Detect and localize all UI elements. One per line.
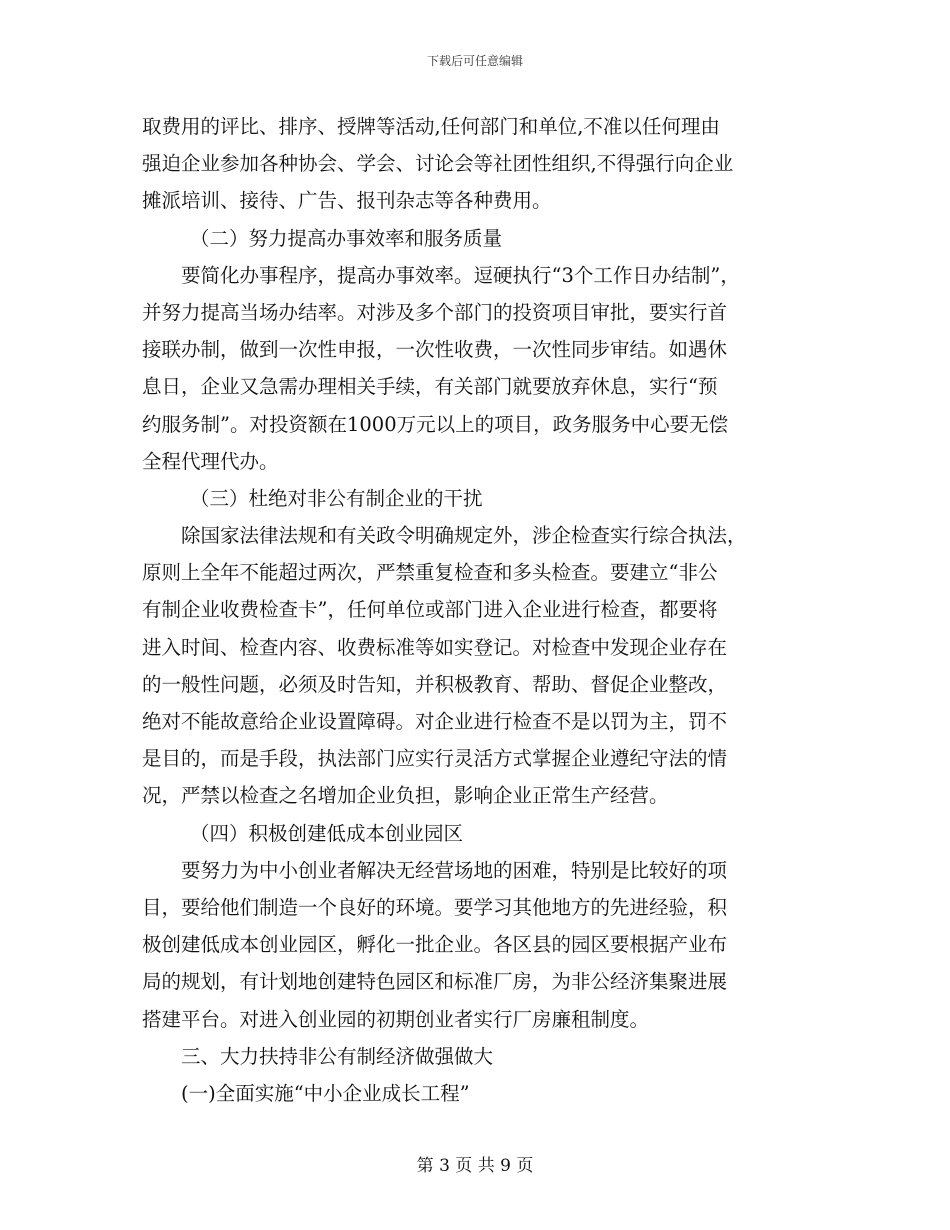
section-heading: （四）积极创建低成本创业园区 bbox=[190, 821, 464, 845]
body-line: 并努力提高当场办结率。对涉及多个部门的投资项目审批，要实行首 bbox=[142, 300, 728, 324]
body-line: 强迫企业参加各种协会、学会、讨论会等社团性组织,不得强行向企业 bbox=[142, 152, 734, 176]
body-line: 目，要给他们制造一个良好的环境。要学习其他地方的先进经验，积 bbox=[142, 895, 728, 919]
body-line: 接联办制，做到一次性申报，一次性收费，一次性同步审结。如遇休 bbox=[142, 338, 728, 362]
body-line: 要努力为中小创业者解决无经营场地的困难，特别是比较好的项 bbox=[181, 858, 728, 882]
body-line: 况，严禁以检查之名增加企业负担，影响企业正常生产经营。 bbox=[142, 784, 669, 808]
section-heading: （二）努力提高办事效率和服务质量 bbox=[190, 226, 503, 250]
body-line: 进入时间、检查内容、收费标准等如实登记。对检查中发现企业存在 bbox=[142, 635, 728, 659]
body-line: 要简化办事程序，提高办事效率。逗硬执行“3个工作日办结制”， bbox=[181, 263, 740, 287]
document-body bbox=[142, 108, 814, 1112]
body-line: 除国家法律法规和有关政令明确规定外，涉企检查实行综合执法， bbox=[181, 524, 747, 548]
section-heading: (一)全面实施“中小企业成长工程” bbox=[181, 1081, 470, 1105]
section-heading: 三、大力扶持非公有制经济做强做大 bbox=[181, 1044, 494, 1068]
body-line: 约服务制”。对投资额在1000万元以上的项目，政务服务中心要无偿 bbox=[142, 412, 729, 436]
body-line: 摊派培训、接待、广告、报刊杂志等各种费用。 bbox=[142, 189, 552, 213]
body-line: 是目的，而是手段，执法部门应实行灵活方式掌握企业遵纪守法的情 bbox=[142, 747, 728, 771]
body-line: 取费用的评比、排序、授牌等活动,任何部门和单位,不准以任何理由 bbox=[142, 115, 720, 138]
page-header: 下载后可任意编辑 bbox=[426, 54, 523, 68]
body-line: 息日，企业又急需办理相关手续，有关部门就要放弃休息，实行“预 bbox=[142, 375, 718, 399]
body-line: 有制企业收费检查卡”，任何单位或部门进入企业进行检查，都要将 bbox=[142, 598, 718, 622]
body-line: 极创建低成本创业园区，孵化一批企业。各区县的园区要根据产业布 bbox=[142, 933, 728, 957]
body-line: 原则上全年不能超过两次，严禁重复检查和多头检查。要建立“非公 bbox=[142, 561, 718, 585]
page-footer: 第 3 页 共 9 页 bbox=[416, 1156, 534, 1176]
body-line: 绝对不能故意给企业设置障碍。对企业进行检查不是以罚为主，罚不 bbox=[142, 710, 728, 733]
body-line: 搭建平台。对进入创业园的初期创业者实行厂房廉租制度。 bbox=[142, 1007, 650, 1031]
section-heading: （三）杜绝对非公有制企业的干扰 bbox=[190, 486, 483, 510]
body-line: 全程代理代办。 bbox=[142, 449, 279, 473]
body-line: 局的规划，有计划地创建特色园区和标准厂房，为非公经济集聚进展 bbox=[142, 970, 728, 994]
body-line: 的一般性问题，必须及时告知，并积极教育、帮助、督促企业整改， bbox=[142, 672, 728, 696]
